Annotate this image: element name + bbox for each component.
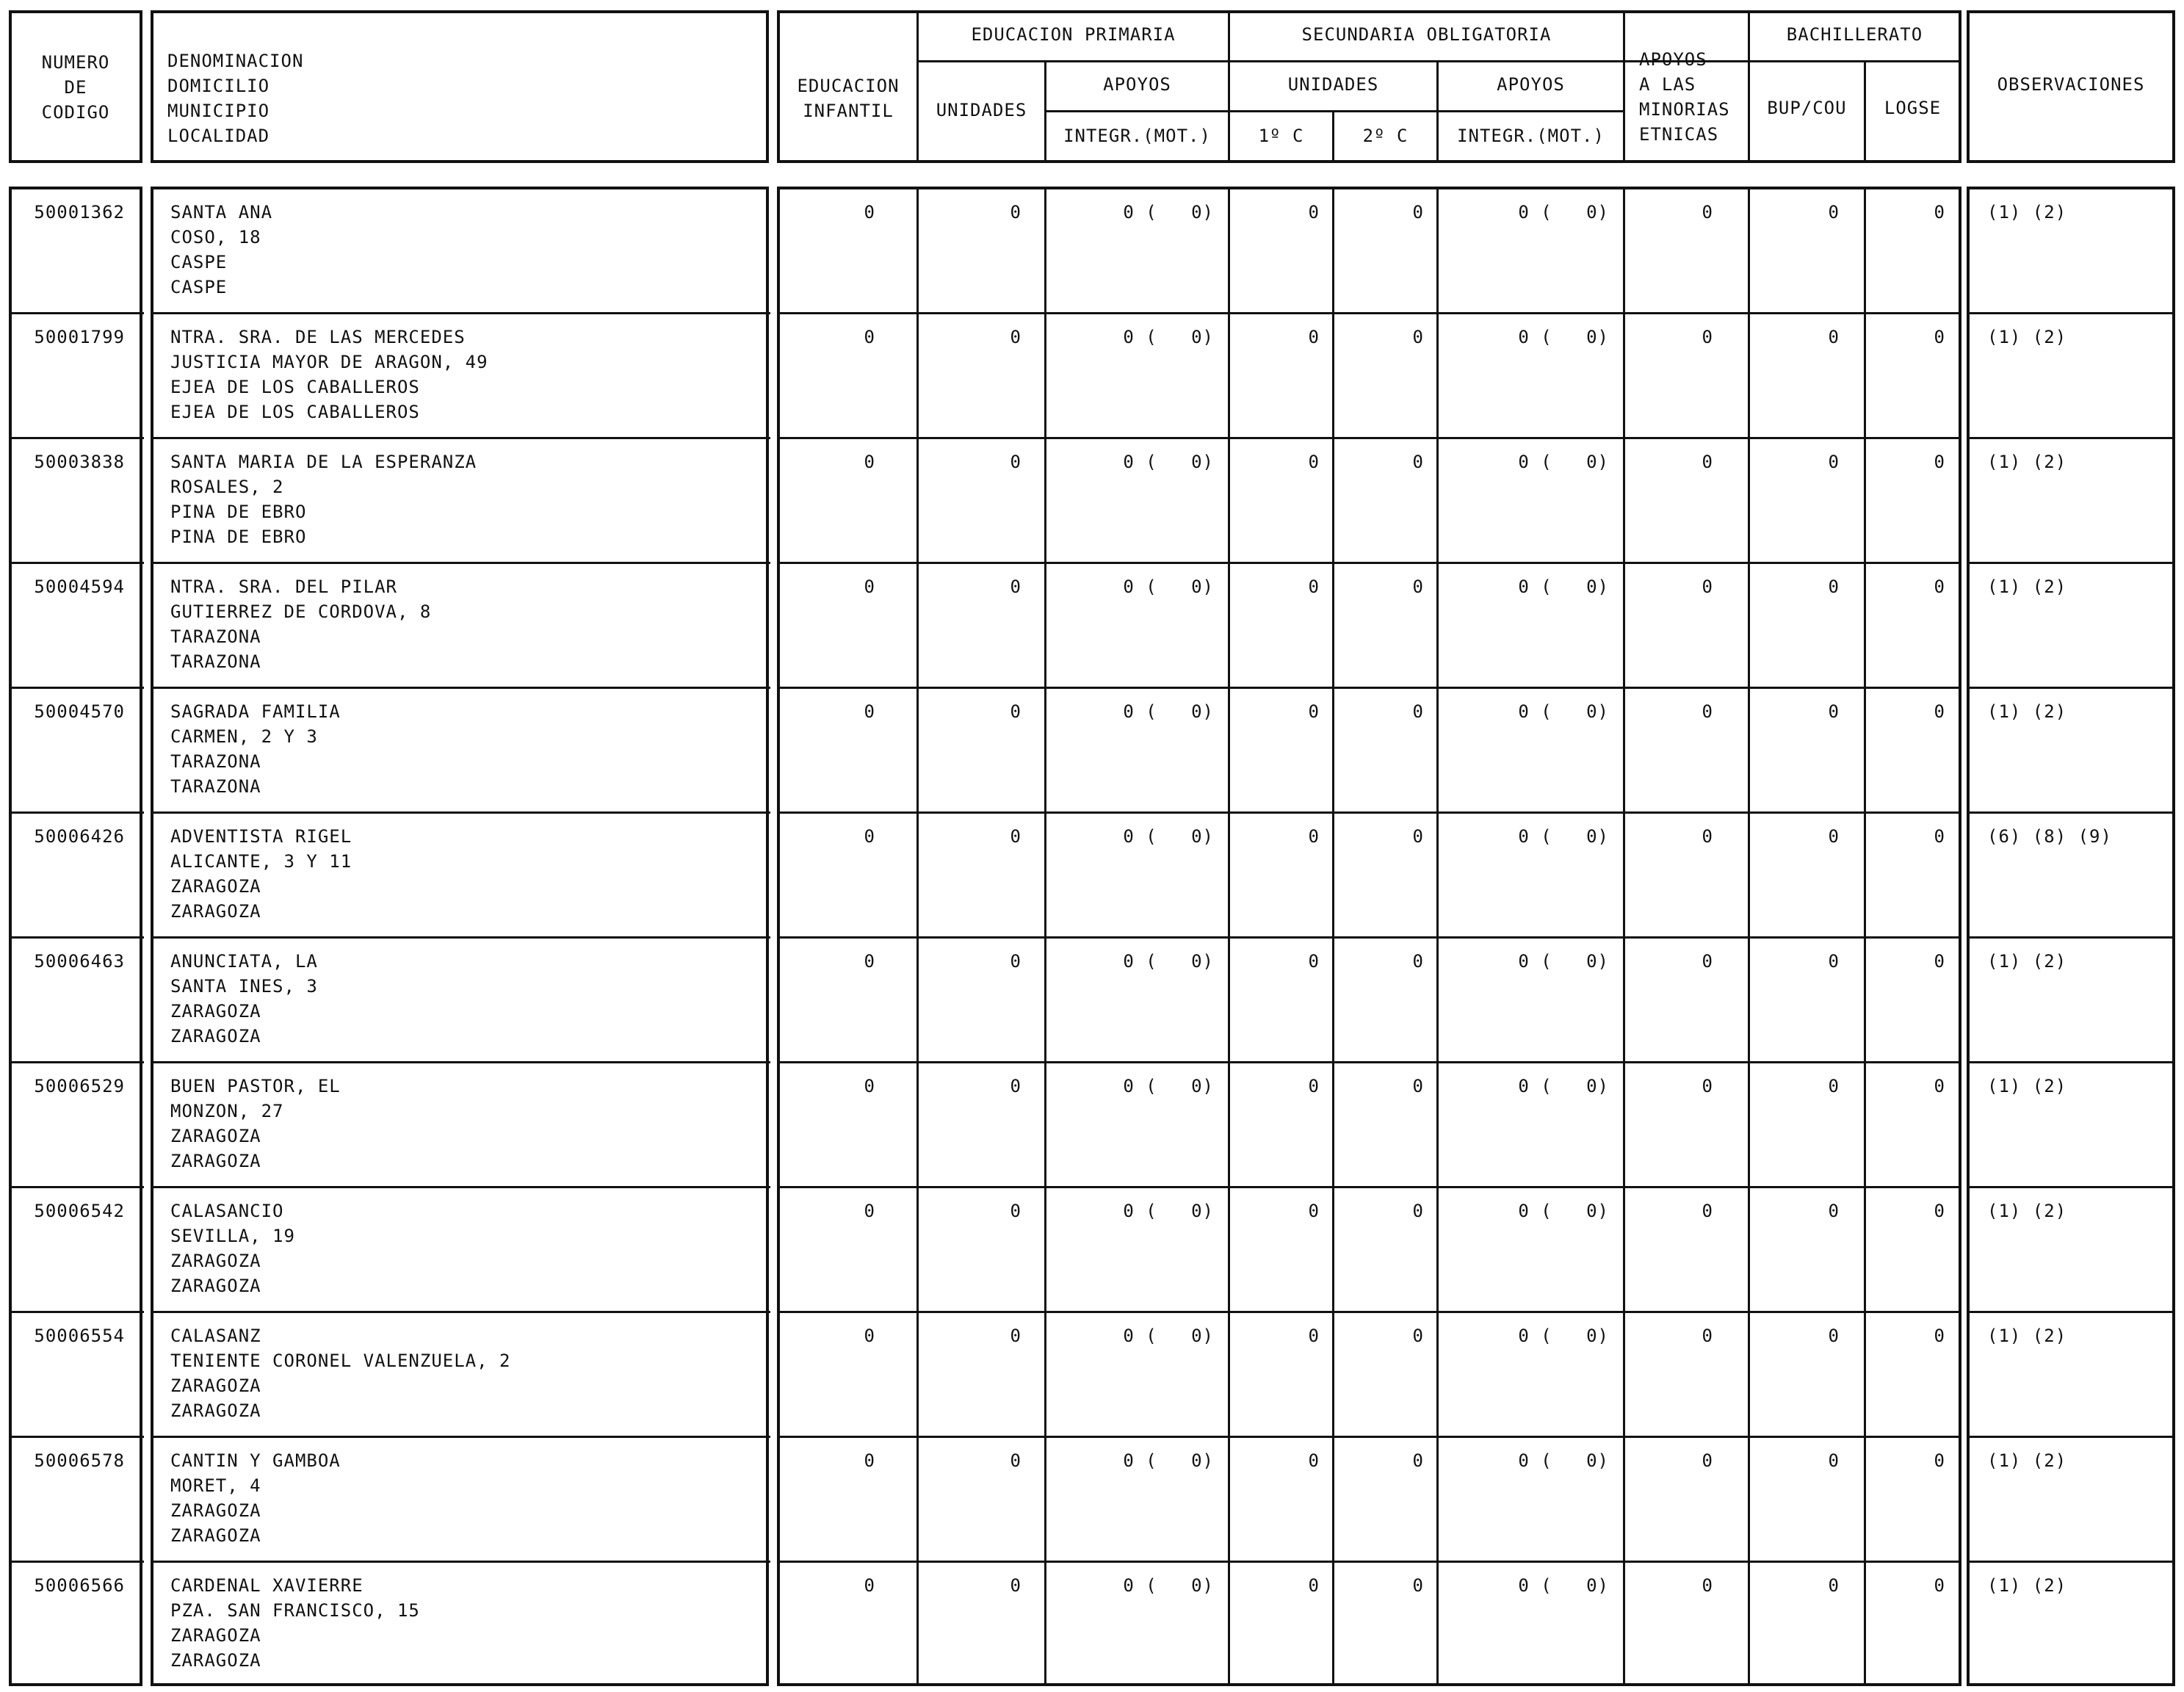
header-apoyos-line: APOYOS: [1639, 49, 1707, 70]
cell-denominacion: [170, 1074, 341, 1174]
cell-so-apoyos: 0 ( 0): [1518, 701, 1609, 722]
localidad-line: ZARAGOZA: [170, 1276, 261, 1296]
cell-so-2c: 0: [1412, 701, 1424, 722]
cell-logse: 0: [1934, 452, 1945, 472]
cell-logse: 0: [1934, 701, 1945, 722]
cell-ep-apoyos: 0 ( 0): [1123, 1326, 1214, 1346]
municipio-line: EJEA DE LOS CABALLEROS: [170, 377, 420, 397]
header-numero-line: NUMERO: [41, 52, 110, 73]
cell-apoyos-minorias: 0: [1702, 452, 1713, 472]
header-domicilio-line: DOMICILIO: [167, 76, 270, 96]
cell-codigo: 50003838: [34, 452, 125, 472]
header-so-1c: 1º C: [1258, 126, 1304, 146]
cell-so-1c: 0: [1308, 327, 1320, 347]
municipio-line: TARAZONA: [170, 751, 261, 772]
cell-logse: 0: [1934, 1076, 1945, 1096]
cell-educacion-infantil: 0: [864, 826, 875, 847]
header-so-2c: 2º C: [1362, 126, 1409, 146]
cell-ep-apoyos: 0 ( 0): [1123, 1201, 1214, 1221]
cell-educacion-infantil: 0: [864, 1201, 875, 1221]
header-ep-unidades: UNIDADES: [936, 100, 1027, 120]
cell-codigo: 50006426: [34, 826, 125, 847]
denominacion-line: BUEN PASTOR, EL: [170, 1076, 341, 1096]
cell-apoyos-minorias: 0: [1702, 202, 1713, 223]
cell-denominacion: [170, 1323, 510, 1423]
cell-so-1c: 0: [1308, 202, 1320, 223]
cell-denominacion: [170, 1198, 295, 1298]
cell-so-apoyos: 0 ( 0): [1518, 327, 1609, 347]
denominacion-line: ANUNCIATA, LA: [170, 951, 318, 972]
cell-so-2c: 0: [1412, 1575, 1424, 1596]
denominacion-line: ADVENTISTA RIGEL: [170, 826, 352, 847]
cell-logse: 0: [1934, 1575, 1945, 1596]
cell-denominacion: [170, 200, 272, 300]
header-educacion-primaria: EDUCACION PRIMARIA: [971, 24, 1176, 45]
domicilio-line: ALICANTE, 3 Y 11: [170, 851, 352, 872]
cell-codigo: 50006554: [34, 1326, 125, 1346]
cell-so-1c: 0: [1308, 1326, 1320, 1346]
municipio-line: ZARAGOZA: [170, 1500, 261, 1521]
cell-ep-apoyos: 0 ( 0): [1123, 1450, 1214, 1471]
cell-ep-unidades: 0: [1010, 701, 1022, 722]
cell-apoyos-minorias: 0: [1702, 826, 1713, 847]
domicilio-line: SANTA INES, 3: [170, 976, 318, 997]
cell-observaciones: (6) (8) (9): [1987, 826, 2112, 847]
cell-apoyos-minorias: 0: [1702, 1076, 1713, 1096]
cell-so-2c: 0: [1412, 1326, 1424, 1346]
municipio-line: ZARAGOZA: [170, 1375, 261, 1396]
cell-logse: 0: [1934, 1201, 1945, 1221]
header-bup-cou: BUP/COU: [1767, 98, 1847, 118]
localidad-line: ZARAGOZA: [170, 1525, 261, 1546]
cell-so-1c: 0: [1308, 576, 1320, 597]
header-logse: LOGSE: [1884, 98, 1942, 118]
cell-denominacion: [170, 1573, 420, 1673]
cell-so-apoyos: 0 ( 0): [1518, 1575, 1609, 1596]
municipio-line: CASPE: [170, 252, 228, 272]
cell-bup-cou: 0: [1828, 1575, 1840, 1596]
domicilio-line: ROSALES, 2: [170, 477, 284, 497]
header-so-integr: INTEGR.(MOT.): [1457, 126, 1605, 146]
domicilio-line: GUTIERREZ DE CORDOVA, 8: [170, 601, 432, 622]
cell-so-apoyos: 0 ( 0): [1518, 452, 1609, 472]
cell-ep-unidades: 0: [1010, 1076, 1022, 1096]
cell-so-2c: 0: [1412, 452, 1424, 472]
cell-ep-unidades: 0: [1010, 1575, 1022, 1596]
cell-codigo: 50006463: [34, 951, 125, 972]
cell-codigo: 50001799: [34, 327, 125, 347]
cell-observaciones: (1) (2): [1987, 1201, 2067, 1221]
header-municipio-line: MUNICIPIO: [167, 101, 270, 121]
municipio-line: ZARAGOZA: [170, 1001, 261, 1022]
cell-educacion-infantil: 0: [864, 452, 875, 472]
cell-bup-cou: 0: [1828, 701, 1840, 722]
cell-ep-apoyos: 0 ( 0): [1123, 826, 1214, 847]
cell-apoyos-minorias: 0: [1702, 1326, 1713, 1346]
cell-logse: 0: [1934, 576, 1945, 597]
denominacion-line: CALASANZ: [170, 1326, 261, 1346]
cell-denominacion: [170, 949, 318, 1049]
cell-so-apoyos: 0 ( 0): [1518, 1076, 1609, 1096]
cell-ep-apoyos: 0 ( 0): [1123, 576, 1214, 597]
cell-so-1c: 0: [1308, 1575, 1320, 1596]
cell-so-apoyos: 0 ( 0): [1518, 951, 1609, 972]
cell-so-2c: 0: [1412, 826, 1424, 847]
localidad-line: ZARAGOZA: [170, 1151, 261, 1171]
cell-apoyos-minorias: 0: [1702, 951, 1713, 972]
domicilio-line: MONZON, 27: [170, 1101, 284, 1121]
cell-so-1c: 0: [1308, 1201, 1320, 1221]
municipio-line: ZARAGOZA: [170, 876, 261, 897]
header-so-unidades: UNIDADES: [1287, 74, 1379, 95]
cell-denominacion: [170, 1448, 341, 1548]
header-secundaria-obligatoria: SECUNDARIA OBLIGATORIA: [1301, 24, 1552, 45]
cell-codigo: 50006529: [34, 1076, 125, 1096]
cell-educacion-infantil: 0: [864, 576, 875, 597]
cell-bup-cou: 0: [1828, 576, 1840, 597]
localidad-line: ZARAGOZA: [170, 1400, 261, 1421]
cell-observaciones: (1) (2): [1987, 202, 2067, 223]
header-numero-codigo: [9, 50, 142, 125]
cell-so-1c: 0: [1308, 701, 1320, 722]
cell-ep-apoyos: 0 ( 0): [1123, 327, 1214, 347]
cell-bup-cou: 0: [1828, 826, 1840, 847]
cell-educacion-infantil: 0: [864, 951, 875, 972]
cell-so-apoyos: 0 ( 0): [1518, 1450, 1609, 1471]
cell-apoyos-minorias: 0: [1702, 1575, 1713, 1596]
cell-bup-cou: 0: [1828, 327, 1840, 347]
cell-observaciones: (1) (2): [1987, 701, 2067, 722]
cell-denominacion: [170, 574, 431, 674]
localidad-line: PINA DE EBRO: [170, 527, 307, 547]
header-educacion-line: EDUCACION: [797, 76, 900, 96]
header-educacion-infantil: [780, 73, 916, 123]
domicilio-line: MORET, 4: [170, 1475, 261, 1496]
cell-bup-cou: 0: [1828, 202, 1840, 223]
cell-codigo: 50004594: [34, 576, 125, 597]
cell-denominacion: [170, 449, 477, 549]
denominacion-line: SANTA MARIA DE LA ESPERANZA: [170, 452, 477, 472]
header-infantil-line: INFANTIL: [803, 101, 894, 121]
localidad-line: ZARAGOZA: [170, 901, 261, 922]
cell-ep-unidades: 0: [1010, 1201, 1022, 1221]
localidad-line: CASPE: [170, 277, 228, 297]
cell-apoyos-minorias: 0: [1702, 327, 1713, 347]
cell-so-2c: 0: [1412, 1201, 1424, 1221]
cell-observaciones: (1) (2): [1987, 327, 2067, 347]
municipio-line: ZARAGOZA: [170, 1126, 261, 1146]
cell-codigo: 50006566: [34, 1575, 125, 1596]
cell-so-2c: 0: [1412, 202, 1424, 223]
cell-codigo: 50004570: [34, 701, 125, 722]
cell-ep-unidades: 0: [1010, 327, 1022, 347]
denominacion-line: CALASANCIO: [170, 1201, 284, 1221]
domicilio-line: TENIENTE CORONEL VALENZUELA, 2: [170, 1351, 511, 1371]
cell-observaciones: (1) (2): [1987, 576, 2067, 597]
cell-codigo: 50006578: [34, 1450, 125, 1471]
cell-so-2c: 0: [1412, 951, 1424, 972]
domicilio-line: COSO, 18: [170, 227, 261, 247]
cell-so-1c: 0: [1308, 452, 1320, 472]
localidad-line: ZARAGOZA: [170, 1650, 261, 1671]
cell-bup-cou: 0: [1828, 1326, 1840, 1346]
cell-educacion-infantil: 0: [864, 1575, 875, 1596]
header-localidad-line: LOCALIDAD: [167, 126, 270, 146]
cell-ep-unidades: 0: [1010, 1326, 1022, 1346]
cell-so-apoyos: 0 ( 0): [1518, 202, 1609, 223]
cell-ep-unidades: 0: [1010, 576, 1022, 597]
cell-ep-apoyos: 0 ( 0): [1123, 951, 1214, 972]
cell-observaciones: (1) (2): [1987, 1076, 2067, 1096]
cell-ep-apoyos: 0 ( 0): [1123, 1076, 1214, 1096]
cell-bup-cou: 0: [1828, 1076, 1840, 1096]
cell-apoyos-minorias: 0: [1702, 1201, 1713, 1221]
header-denominacion-line: DENOMINACION: [167, 51, 304, 71]
cell-apoyos-minorias: 0: [1702, 701, 1713, 722]
cell-so-1c: 0: [1308, 826, 1320, 847]
domicilio-line: SEVILLA, 19: [170, 1226, 295, 1246]
cell-observaciones: (1) (2): [1987, 1450, 2067, 1471]
localidad-line: TARAZONA: [170, 651, 261, 672]
municipio-line: TARAZONA: [170, 626, 261, 647]
denominacion-line: SANTA ANA: [170, 202, 273, 223]
header-denominacion: [167, 48, 303, 148]
cell-so-1c: 0: [1308, 951, 1320, 972]
header-alas-line: A LAS: [1639, 74, 1696, 95]
header-observaciones: OBSERVACIONES: [1997, 74, 2145, 95]
cell-so-2c: 0: [1412, 327, 1424, 347]
municipio-line: ZARAGOZA: [170, 1251, 261, 1271]
header-de-line: DE: [64, 77, 87, 98]
cell-logse: 0: [1934, 951, 1945, 972]
localidad-line: EJEA DE LOS CABALLEROS: [170, 402, 420, 422]
cell-so-2c: 0: [1412, 1450, 1424, 1471]
cell-codigo: 50006542: [34, 1201, 125, 1221]
cell-ep-apoyos: 0 ( 0): [1123, 202, 1214, 223]
municipio-line: PINA DE EBRO: [170, 502, 307, 522]
cell-so-2c: 0: [1412, 576, 1424, 597]
denominacion-line: CARDENAL XAVIERRE: [170, 1575, 364, 1596]
cell-observaciones: (1) (2): [1987, 1575, 2067, 1596]
cell-ep-unidades: 0: [1010, 1450, 1022, 1471]
domicilio-line: JUSTICIA MAYOR DE ARAGON, 49: [170, 352, 488, 372]
cell-ep-apoyos: 0 ( 0): [1123, 701, 1214, 722]
cell-bup-cou: 0: [1828, 951, 1840, 972]
header-so-apoyos: APOYOS: [1497, 74, 1565, 95]
cell-ep-unidades: 0: [1010, 826, 1022, 847]
domicilio-line: PZA. SAN FRANCISCO, 15: [170, 1600, 420, 1621]
cell-logse: 0: [1934, 826, 1945, 847]
cell-ep-unidades: 0: [1010, 202, 1022, 223]
denominacion-line: SAGRADA FAMILIA: [170, 701, 341, 722]
cell-denominacion: [170, 325, 488, 424]
header-minorias-line: MINORIAS: [1639, 99, 1730, 120]
cell-logse: 0: [1934, 1450, 1945, 1471]
localidad-line: ZARAGOZA: [170, 1026, 261, 1046]
cell-ep-apoyos: 0 ( 0): [1123, 1575, 1214, 1596]
cell-ep-apoyos: 0 ( 0): [1123, 452, 1214, 472]
cell-so-apoyos: 0 ( 0): [1518, 576, 1609, 597]
cell-denominacion: [170, 699, 341, 799]
cell-so-apoyos: 0 ( 0): [1518, 1326, 1609, 1346]
cell-bup-cou: 0: [1828, 452, 1840, 472]
cell-educacion-infantil: 0: [864, 1076, 875, 1096]
cell-educacion-infantil: 0: [864, 701, 875, 722]
denominacion-line: CANTIN Y GAMBOA: [170, 1450, 341, 1471]
header-ep-apoyos: APOYOS: [1103, 74, 1171, 95]
cell-bup-cou: 0: [1828, 1201, 1840, 1221]
cell-apoyos-minorias: 0: [1702, 576, 1713, 597]
cell-logse: 0: [1934, 1326, 1945, 1346]
header-etnicas-line: ETNICAS: [1639, 124, 1719, 145]
cell-observaciones: (1) (2): [1987, 452, 2067, 472]
cell-educacion-infantil: 0: [864, 327, 875, 347]
cell-so-1c: 0: [1308, 1076, 1320, 1096]
cell-so-1c: 0: [1308, 1450, 1320, 1471]
header-codigo-line: CODIGO: [41, 102, 110, 123]
cell-codigo: 50001362: [34, 202, 125, 223]
cell-educacion-infantil: 0: [864, 1326, 875, 1346]
cell-ep-unidades: 0: [1010, 452, 1022, 472]
header-apoyos-minorias: [1639, 47, 1730, 147]
cell-observaciones: (1) (2): [1987, 1326, 2067, 1346]
cell-so-apoyos: 0 ( 0): [1518, 826, 1609, 847]
cell-bup-cou: 0: [1828, 1450, 1840, 1471]
cell-so-apoyos: 0 ( 0): [1518, 1201, 1609, 1221]
header-ep-integr: INTEGR.(MOT.): [1063, 126, 1211, 146]
cell-so-2c: 0: [1412, 1076, 1424, 1096]
cell-ep-unidades: 0: [1010, 951, 1022, 972]
localidad-line: TARAZONA: [170, 776, 261, 797]
cell-logse: 0: [1934, 202, 1945, 223]
domicilio-line: CARMEN, 2 Y 3: [170, 726, 318, 747]
cell-denominacion: [170, 824, 352, 924]
denominacion-line: NTRA. SRA. DE LAS MERCEDES: [170, 327, 466, 347]
cell-observaciones: (1) (2): [1987, 951, 2067, 972]
cell-educacion-infantil: 0: [864, 1450, 875, 1471]
cell-educacion-infantil: 0: [864, 202, 875, 223]
denominacion-line: NTRA. SRA. DEL PILAR: [170, 576, 397, 597]
cell-apoyos-minorias: 0: [1702, 1450, 1713, 1471]
header-bachillerato: BACHILLERATO: [1786, 24, 1923, 45]
municipio-line: ZARAGOZA: [170, 1625, 261, 1646]
cell-logse: 0: [1934, 327, 1945, 347]
